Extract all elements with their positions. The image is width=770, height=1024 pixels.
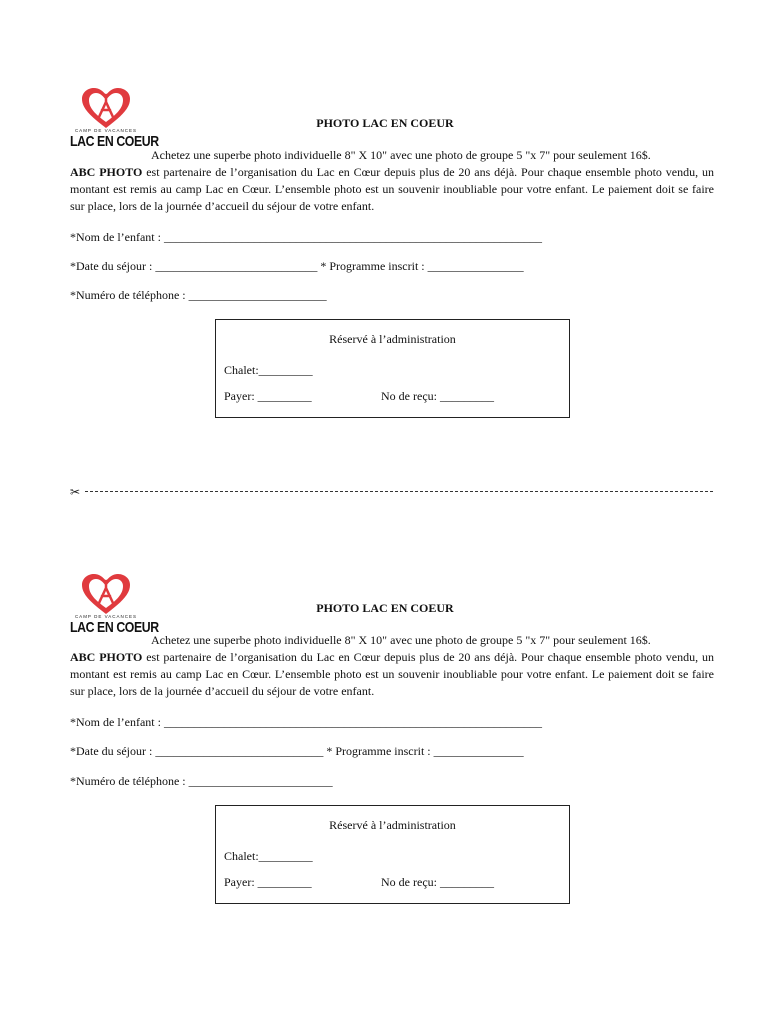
- stay-date-program-field[interactable]: *Date du séjour : ____________________________ * Programme inscrit : _______________: [70, 744, 524, 758]
- form-title: PHOTO LAC EN COEUR: [316, 601, 454, 615]
- form-title: PHOTO LAC EN COEUR: [316, 116, 454, 130]
- admin-box-title: Réservé à l’administration: [329, 332, 456, 346]
- admin-reserved-box: [215, 805, 570, 904]
- logo-tagline: CAMP DE VACANCES: [74, 614, 138, 619]
- photo-order-form-top: [0, 0, 770, 470]
- logo-brand: LAC EN COEUR: [70, 619, 159, 636]
- description-line-1: Achetez une superbe photo individuelle 8" X 10" avec une photo de groupe 5 "x 7" pour seulement 16$.: [151, 148, 651, 162]
- chalet-field[interactable]: Chalet:_________: [224, 849, 313, 863]
- abc-photo-label: ABC PHOTO: [70, 165, 143, 179]
- receipt-number-field[interactable]: No de reçu: _________: [381, 389, 494, 403]
- description-rest: est partenaire de l’organisation du Lac en Cœur depuis plus de 20 ans déjà. Pour chaque ensemble photo vendu, un montant est remis au camp Lac en Cœur. L’ensemble photo est un souvenir inoubliable pour votre enfant. Le paiement doit se faire sur place, lors de la journée d’accueil du séjour de votre enfant.: [70, 165, 714, 213]
- chalet-field[interactable]: Chalet:_________: [224, 363, 313, 377]
- admin-reserved-box: [215, 319, 570, 418]
- phone-number-field[interactable]: *Numéro de téléphone : _______________________: [70, 288, 327, 302]
- payer-field[interactable]: Payer: _________: [224, 875, 312, 889]
- abc-photo-label: ABC PHOTO: [70, 650, 143, 664]
- photo-order-form-bottom: [0, 486, 770, 956]
- admin-box-title: Réservé à l’administration: [329, 818, 456, 832]
- logo-tagline: CAMP DE VACANCES: [74, 128, 138, 133]
- stay-date-program-field[interactable]: *Date du séjour : ___________________________ * Programme inscrit : ________________: [70, 259, 524, 273]
- receipt-number-field[interactable]: No de reçu: _________: [381, 875, 494, 889]
- child-name-field[interactable]: *Nom de l’enfant : _______________________________________________________________: [70, 715, 542, 729]
- phone-number-field[interactable]: *Numéro de téléphone : ________________________: [70, 774, 333, 788]
- description-paragraph: [70, 632, 714, 700]
- description-paragraph: [70, 147, 714, 215]
- scissors-icon: ✂: [70, 485, 81, 499]
- description-line-1: Achetez une superbe photo individuelle 8" X 10" avec une photo de groupe 5 "x 7" pour seulement 16$.: [151, 633, 651, 647]
- logo-brand: LAC EN COEUR: [70, 133, 159, 150]
- description-rest: est partenaire de l’organisation du Lac en Cœur depuis plus de 20 ans déjà. Pour chaque ensemble photo vendu, un montant est remis au camp Lac en Cœur. L’ensemble photo est un souvenir inoubliable pour votre enfant. Le paiement doit se faire sur place, lors de la journée d’accueil du séjour de votre enfant.: [70, 650, 714, 698]
- payer-field[interactable]: Payer: _________: [224, 389, 312, 403]
- child-name-field[interactable]: *Nom de l’enfant : _______________________________________________________________: [70, 230, 542, 244]
